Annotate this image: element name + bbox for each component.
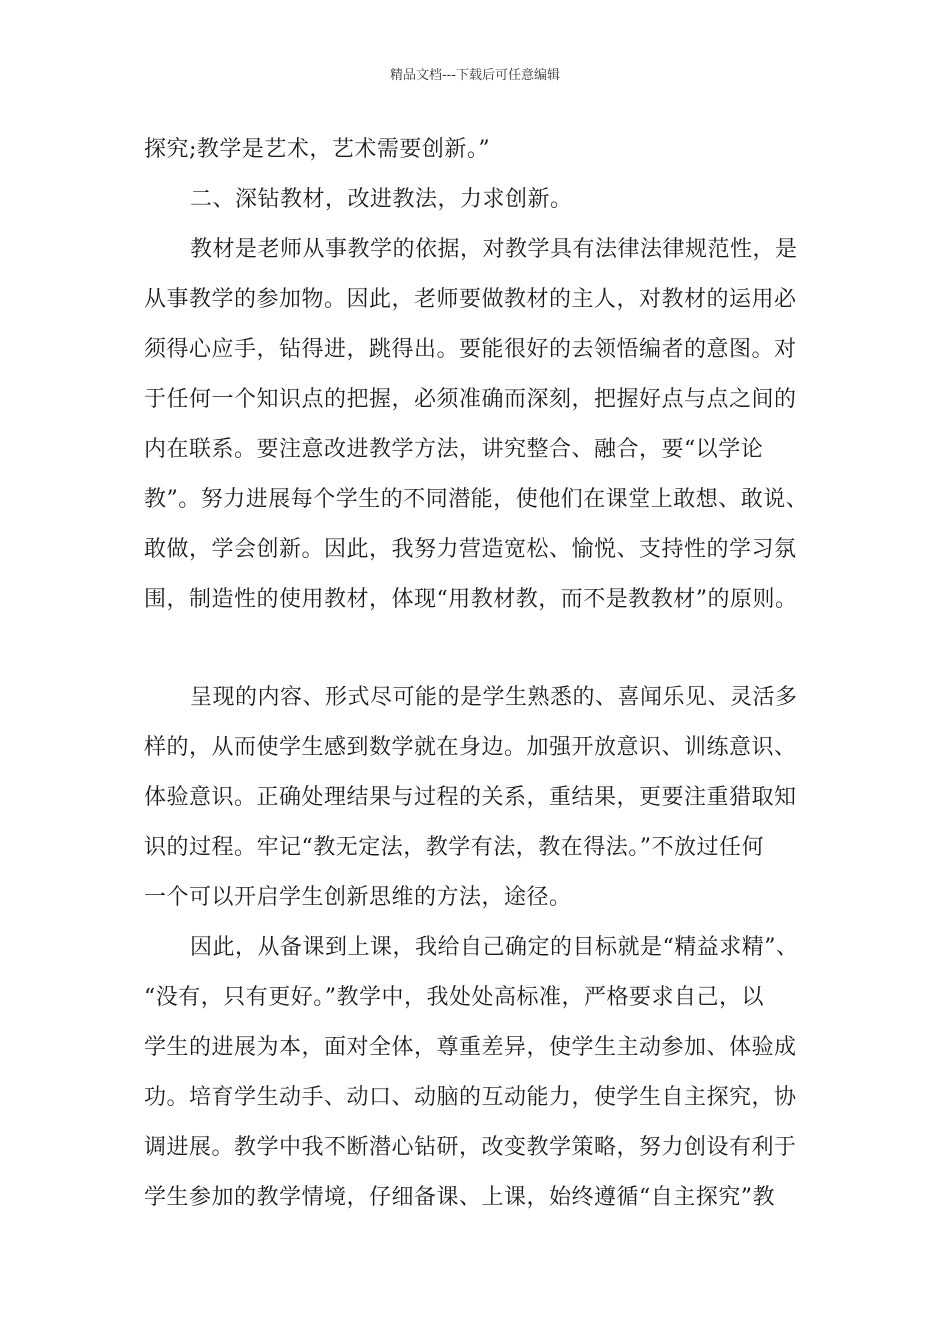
section-heading: 二、深钻教材，改进教法，力求创新。	[190, 187, 573, 212]
paragraph-line: 教”。努力进展每个学生的不同潜能，使他们在课堂上敢想、敢说、	[144, 487, 809, 512]
paragraph-line: 从事教学的参加物。因此，老师要做教材的主人，对教材的运用必	[144, 287, 797, 312]
paragraph-line: 体验意识。正确处理结果与过程的关系，重结果，更要注重猎取知	[144, 785, 797, 810]
text-block-1	[144, 125, 820, 625]
paragraph-line: 敢做，学会创新。因此，我努力营造宽松、愉悦、支持性的学习氛	[144, 537, 797, 562]
paragraph-line: 因此，从备课到上课，我给自己确定的目标就是“精益求精”、	[190, 935, 799, 960]
page-header: 精品文档---下载后可任意编辑	[389, 68, 561, 83]
text-block-2	[144, 673, 820, 1223]
paragraph-line: 识的过程。牢记“教无定法，教学有法，教在得法。”不放过任何	[144, 835, 764, 860]
paragraph-line: 样的，从而使学生感到数学就在身边。加强开放意识、训练意识、	[144, 735, 797, 760]
paragraph-line: 功。培育学生动手、动口、动脑的互动能力，使学生自主探究，协	[144, 1085, 797, 1110]
paragraph-line: 围，制造性的使用教材，体现“用教材教，而不是教教材”的原则。	[144, 587, 798, 612]
paragraph-line: 调进展。教学中我不断潜心钻研，改变教学策略，努力创设有利于	[144, 1135, 797, 1160]
paragraph-line: 于任何一个知识点的把握，必须准确而深刻，把握好点与点之间的	[144, 387, 797, 412]
paragraph-line: 学生参加的教学情境，仔细备课、上课，始终遵循“自主探究”教	[144, 1185, 775, 1210]
paragraph-line: 须得心应手，钻得进，跳得出。要能很好的去领悟编者的意图。对	[144, 337, 797, 362]
paragraph-line: 学生的进展为本，面对全体，尊重差异，使学生主动参加、体验成	[144, 1035, 797, 1060]
paragraph-line: “没有，只有更好。”教学中，我处处高标准，严格要求自己，以	[144, 985, 764, 1010]
paragraph-line: 内在联系。要注意改进教学方法，讲究整合、融合，要“以学论	[144, 437, 764, 462]
paragraph-line: 一个可以开启学生创新思维的方法，途径。	[144, 885, 572, 910]
paragraph-line: 教材是老师从事教学的依据，对教学具有法律法律规范性，是	[190, 237, 798, 262]
paragraph-line: 探究;教学是艺术，艺术需要创新。”	[144, 137, 491, 162]
paragraph-line: 呈现的内容、形式尽可能的是学生熟悉的、喜闻乐见、灵活多	[190, 685, 798, 710]
